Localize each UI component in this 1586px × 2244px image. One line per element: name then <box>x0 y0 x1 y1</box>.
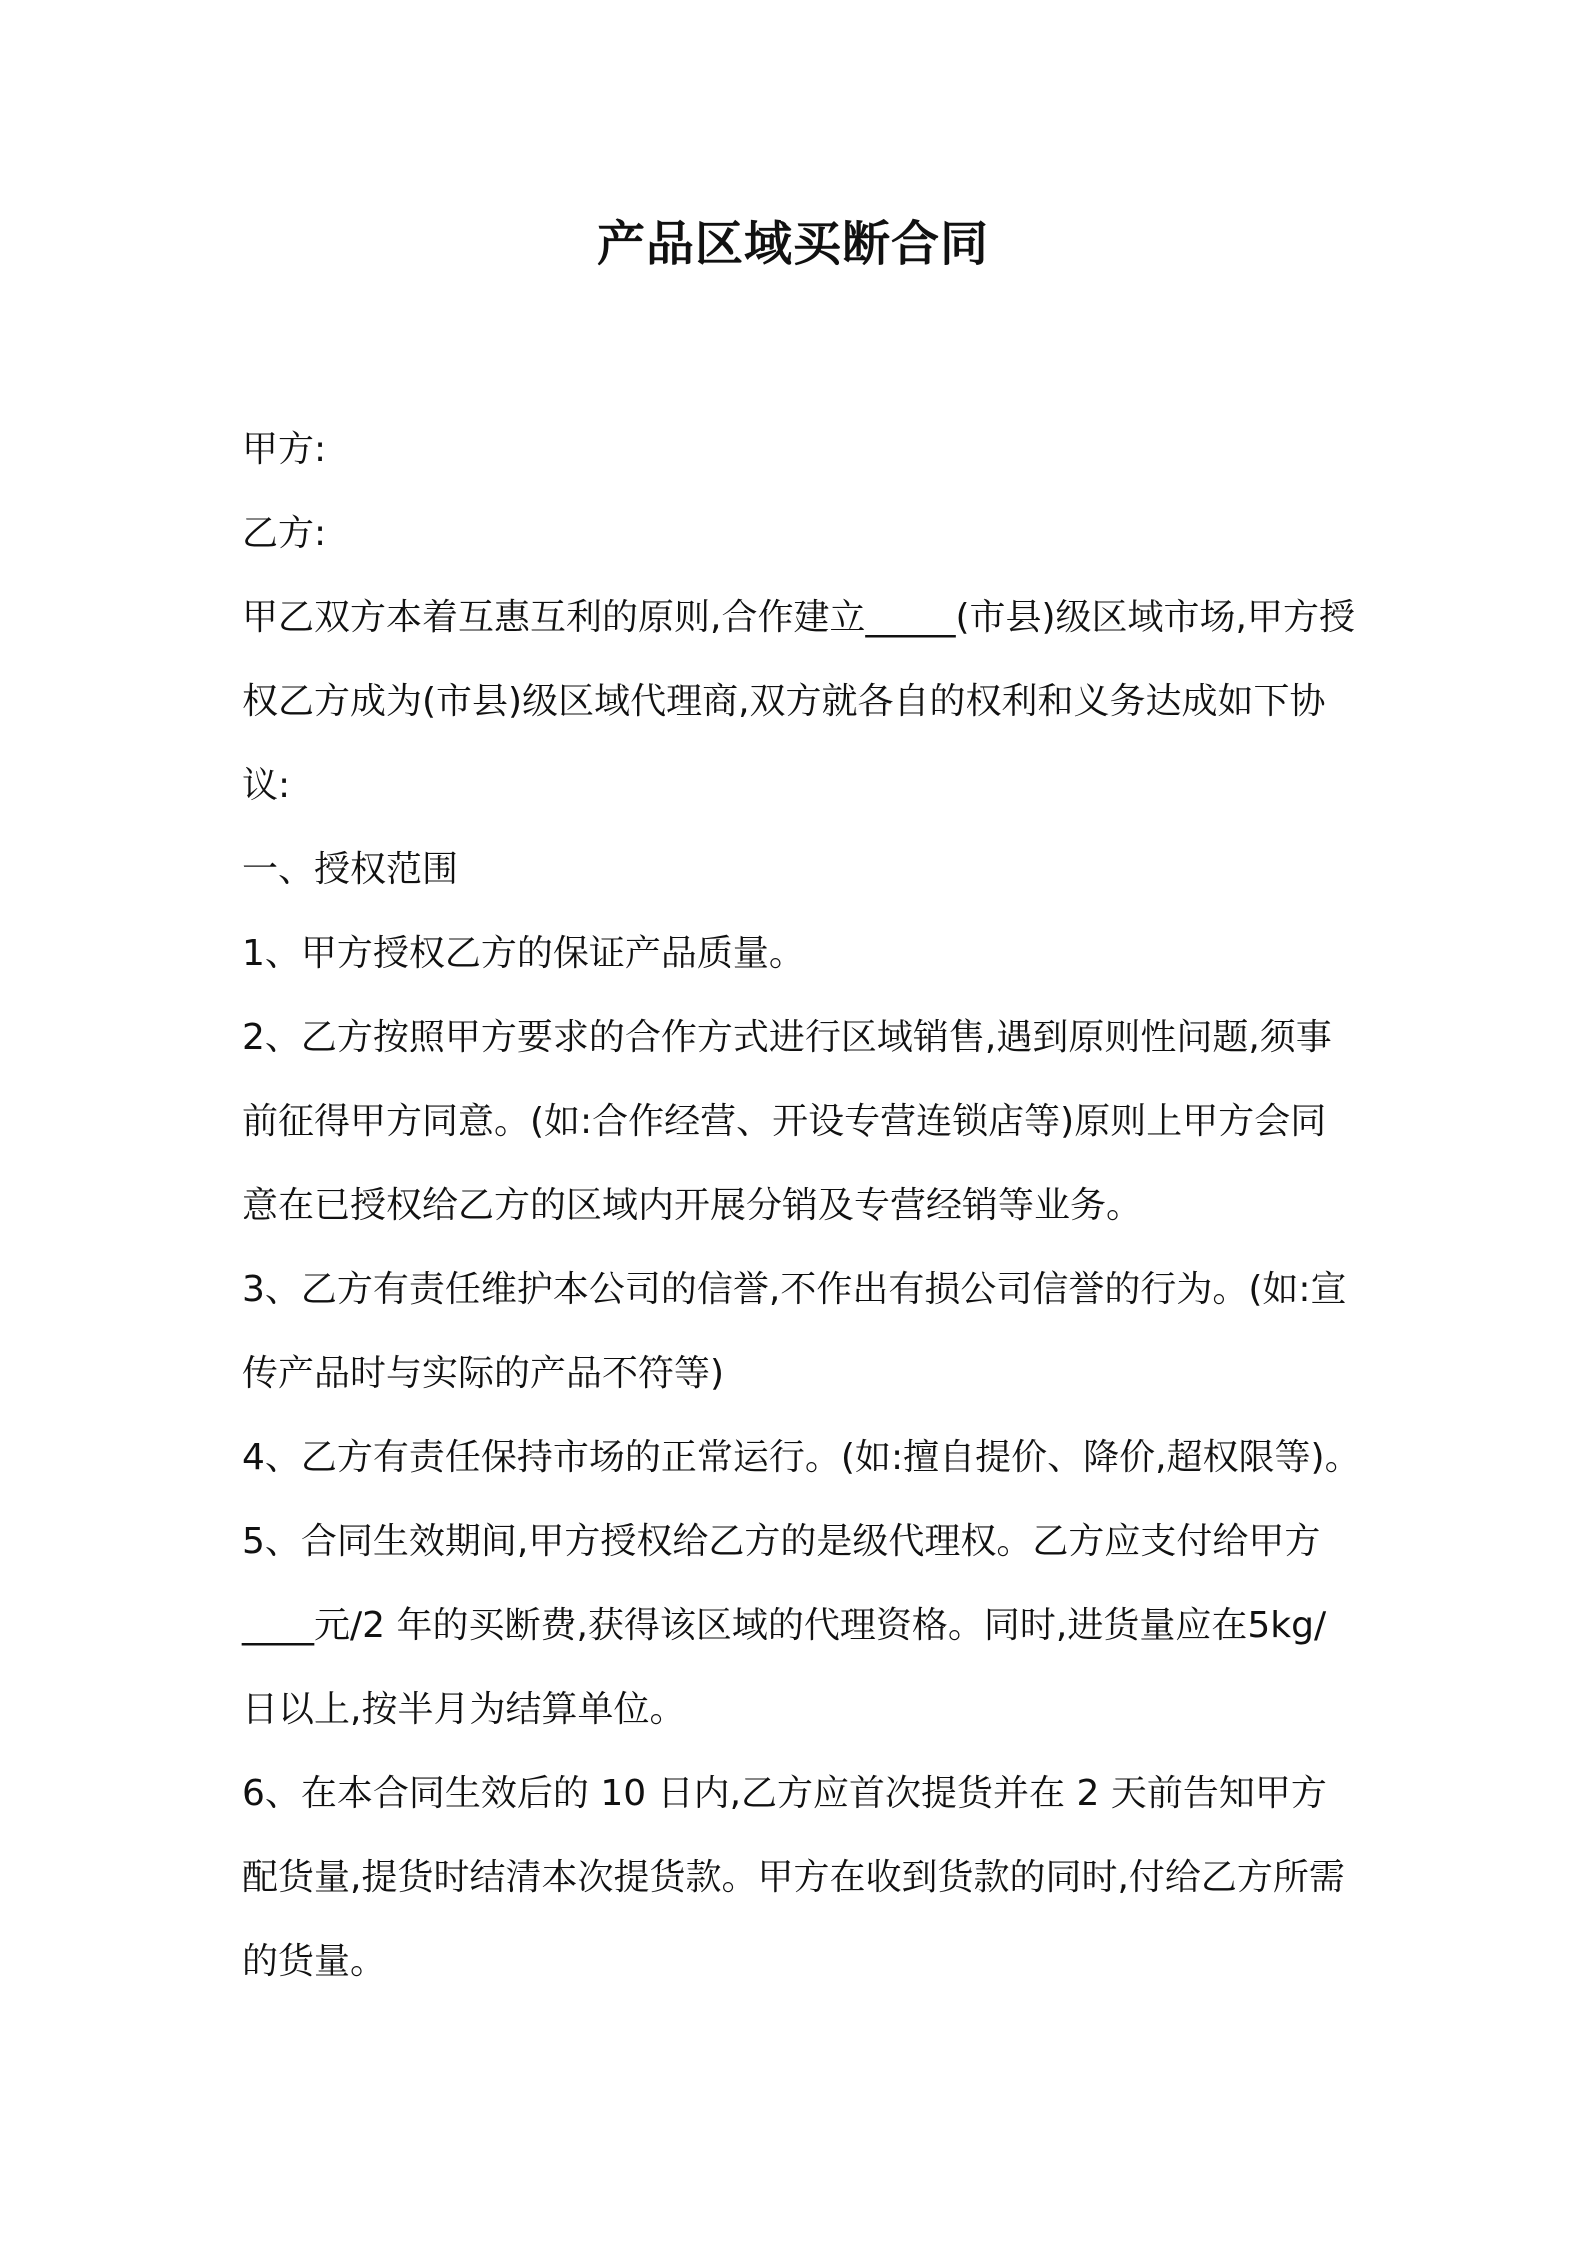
clause-6: 6、在本合同生效后的 10 日内,乙方应首次提货并在 2 天前告知甲方配货量,提货时结清本次提货款。甲方在收到货款的同时,付给乙方所需的货量。 <box>242 1773 1345 1982</box>
clause-3: 3、乙方有责任维护本公司的信誉,不作出有损公司信誉的行为。(如:宣传产品时与实际的产品不符等) <box>242 1269 1347 1394</box>
intro-paragraph: 甲乙双方本着互惠互利的原则,合作建立_____(市县)级区域市场,甲方授权乙方成为(市县)级区域代理商,双方就各自的权利和义务达成如下协议: <box>242 597 1355 806</box>
clause-2: 2、乙方按照甲方要求的合作方式进行区域销售,遇到原则性问题,须事前征得甲方同意。(如:合作经营、开设专营连锁店等)原则上甲方会同意在已授权给乙方的区域内开展分销及专营经销等业务。 <box>242 1017 1332 1226</box>
clause-1: 1、甲方授权乙方的保证产品质量。 <box>242 933 805 974</box>
document-body <box>242 408 1362 2004</box>
section-heading: 一、授权范围 <box>242 849 459 890</box>
party-a-line: 甲方: <box>242 429 327 470</box>
document-title: 产品区域买断合同 <box>596 216 989 272</box>
clause-4: 4、乙方有责任保持市场的正常运行。(如:擅自提价、降价,超权限等)。 <box>242 1437 1361 1478</box>
party-b-line: 乙方: <box>242 513 327 554</box>
clause-5: 5、合同生效期间,甲方授权给乙方的是级代理权。乙方应支付给甲方____元/2 年的买断费,获得该区域的代理资格。同时,进货量应在5kg/日以上,按半月为结算单位。 <box>242 1521 1327 1730</box>
